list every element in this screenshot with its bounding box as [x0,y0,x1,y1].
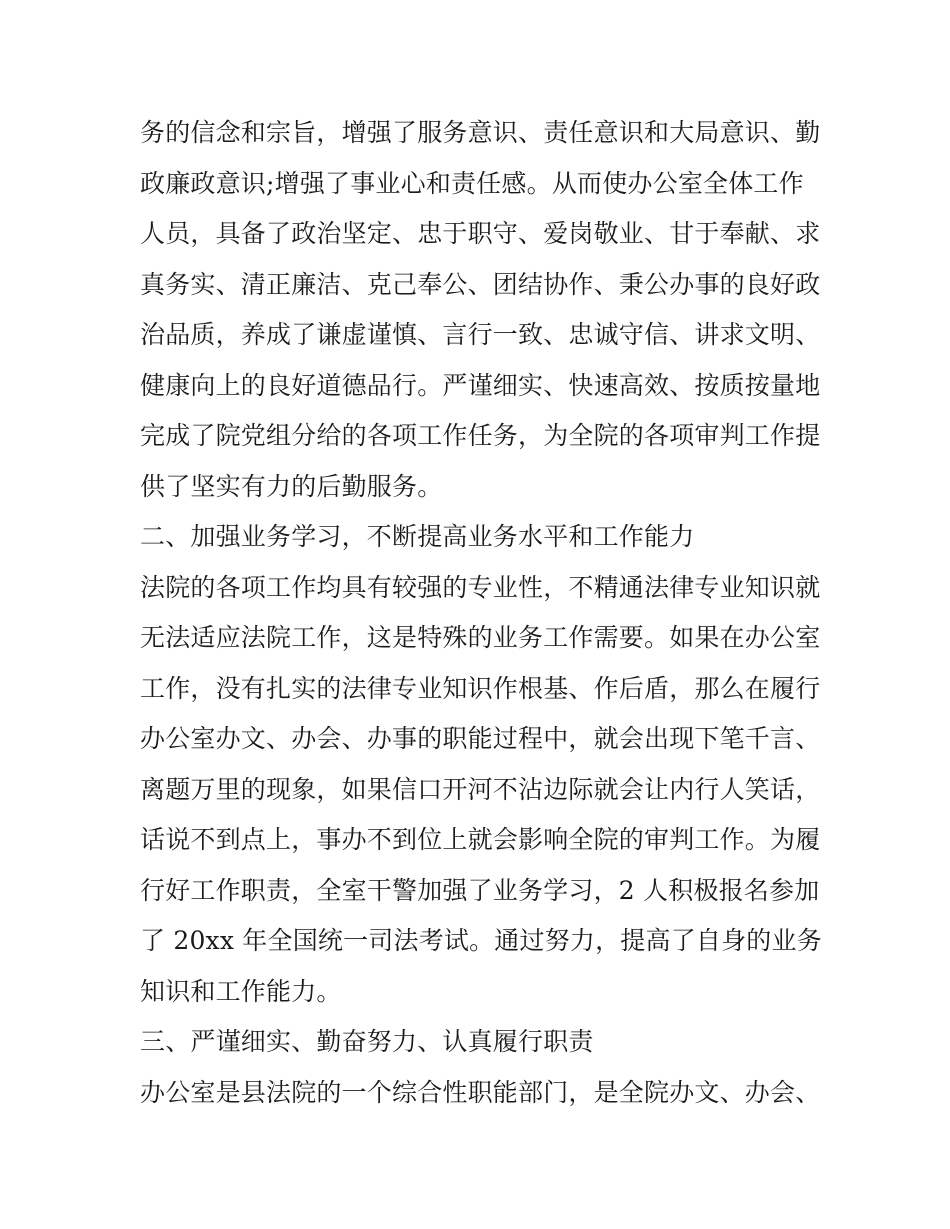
paragraph-line: 人员，具备了政治坚定、忠于职守、爱岗敬业、甘于奉献、求 [140,219,821,248]
paragraph-line: 务的信念和宗旨，增强了服务意识、责任意识和大局意识、勤 [140,118,821,147]
paragraph-line: 健康向上的良好道德品行。严谨细实、快速高效、按质按量地 [140,370,821,400]
paragraph-line: 行好工作职责，全室干警加强了业务学习，2 人积极报名参加 [140,875,820,905]
paragraph-line: 话说不到点上，事办不到位上就会影响全院的审判工作。为履 [140,825,821,854]
paragraph-line: 供了坚实有力的后勤服务。 [140,471,443,501]
paragraph-line: 完成了院党组分给的各项工作任务，为全院的各项审判工作提 [140,421,821,450]
paragraph-line: 工作，没有扎实的法律专业知识作根基、作后盾，那么在履行 [140,673,821,703]
paragraph-line: 真务实、清正廉洁、克己奉公、团结协作、秉公办事的良好政 [140,269,821,299]
section-heading: 三、严谨细实、勤奋努力、认真履行职责 [140,1027,594,1056]
paragraph-line: 无法适应法院工作，这是特殊的业务工作需要。如果在办公室 [140,623,821,652]
paragraph-line: 了 20xx 年全国统一司法考试。通过努力，提高了自身的业务 [140,926,822,955]
paragraph-line: 治品质，养成了谦虚谨慎、言行一致、忠诚守信、讲求文明、 [140,320,821,349]
section-heading: 二、加强业务学习，不断提高业务水平和工作能力 [140,522,695,551]
paragraph-line: 离题万里的现象，如果信口开河不沾边际就会让内行人笑话， [140,774,821,804]
paragraph-line: 政廉政意识;增强了事业心和责任感。从而使办公室全体工作 [140,168,804,198]
paragraph-line: 法院的各项工作均具有较强的专业性，不精通法律专业知识就 [140,572,821,602]
paragraph-line: 知识和工作能力。 [140,976,342,1006]
paragraph-line: 办公室办文、办会、办事的职能过程中，就会出现下笔千言、 [140,724,821,753]
document-body [140,108,830,1118]
paragraph-line: 办公室是县法院的一个综合性职能部门，是全院办文、办会、 [140,1077,821,1107]
